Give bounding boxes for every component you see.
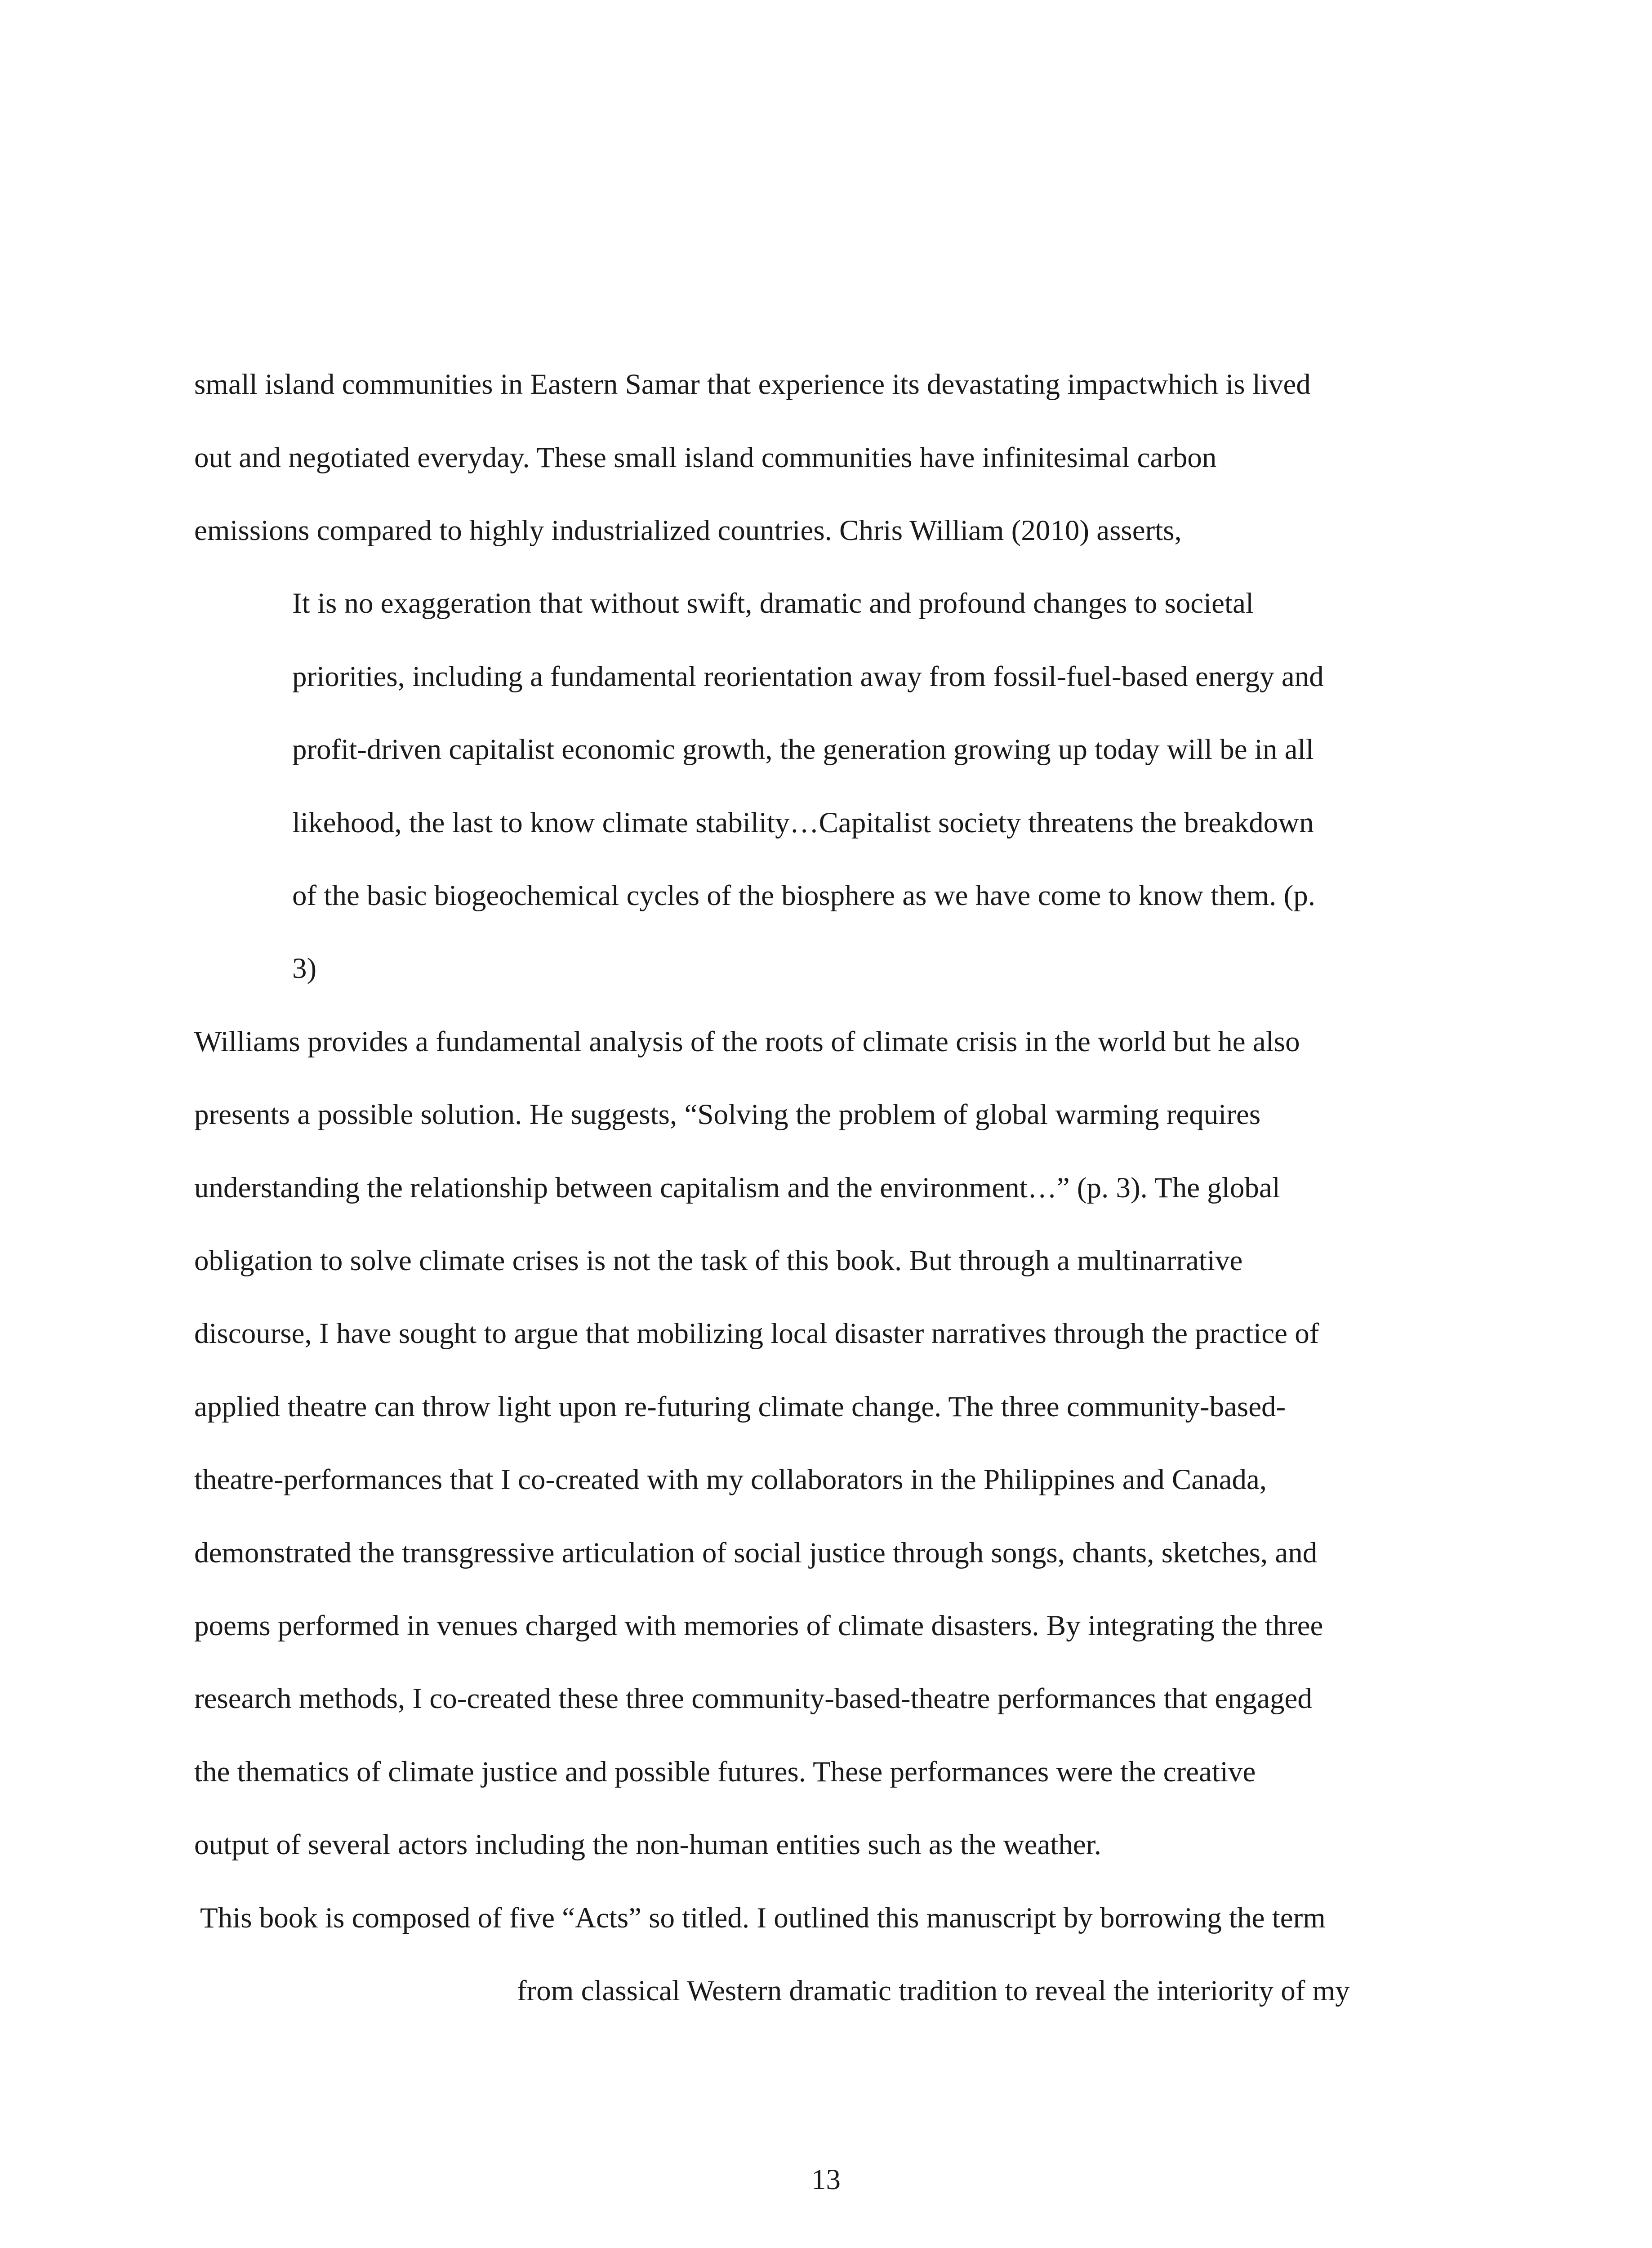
body-text-line: theatre-performances that I co-created with my collaborators in the Philippines and Canada,	[194, 1463, 1267, 1496]
body-text-line: output of several actors including the non-human entities such as the weather.	[194, 1829, 1102, 1861]
block-quote-line: of the basic biogeochemical cycles of the biosphere as we have come to know them. (p.	[292, 879, 1316, 912]
body-text-line: obligation to solve climate crises is not the task of this book. But through a multinarrative	[194, 1244, 1243, 1277]
body-text-line: from classical Western dramatic tradition to reveal the interiority of my	[517, 1975, 1350, 2007]
body-text-line: the thematics of climate justice and possible futures. These performances were the creative	[194, 1756, 1256, 1788]
body-text-line: discourse, I have sought to argue that mobilizing local disaster narratives through the practice of	[194, 1317, 1319, 1350]
body-text-line: Williams provides a fundamental analysis of the roots of climate crisis in the world but he also	[194, 1026, 1300, 1058]
body-text-line: This book is composed of five “Acts” so titled. I outlined this manuscript by borrowing the term	[200, 1902, 1326, 1934]
body-text-line: research methods, I co-created these three community-based-theatre performances that engaged	[194, 1682, 1312, 1715]
block-quote-line: 3)	[292, 952, 317, 985]
block-quote-line: likehood, the last to know climate stability…Capitalist society threatens the breakdown	[292, 807, 1314, 839]
body-text-line: demonstrated the transgressive articulation of social justice through songs, chants, sketches, and	[194, 1537, 1318, 1569]
body-text-line: out and negotiated everyday. These small island communities have infinitesimal carbon	[194, 442, 1217, 474]
block-quote-line: profit-driven capitalist economic growth, the generation growing up today will be in all	[292, 733, 1314, 766]
body-text-line: understanding the relationship between capitalism and the environment…” (p. 3). The global	[194, 1172, 1280, 1204]
body-text-line: presents a possible solution. He suggests, “Solving the problem of global warming requires	[194, 1098, 1261, 1131]
body-text-line: poems performed in venues charged with memories of climate disasters. By integrating the three	[194, 1610, 1323, 1642]
block-quote-line: priorities, including a fundamental reorientation away from fossil-fuel-based energy and	[292, 660, 1324, 693]
body-text-line: small island communities in Eastern Samar that experience its devastating impactwhich is lived	[194, 368, 1311, 401]
body-text-line: emissions compared to highly industrialized countries. Chris William (2010) asserts,	[194, 514, 1182, 547]
page-number: 13	[811, 2163, 841, 2196]
body-text-line: applied theatre can throw light upon re-futuring climate change. The three community-based-	[194, 1391, 1286, 1423]
block-quote-line: It is no exaggeration that without swift, dramatic and profound changes to societal	[292, 587, 1254, 620]
